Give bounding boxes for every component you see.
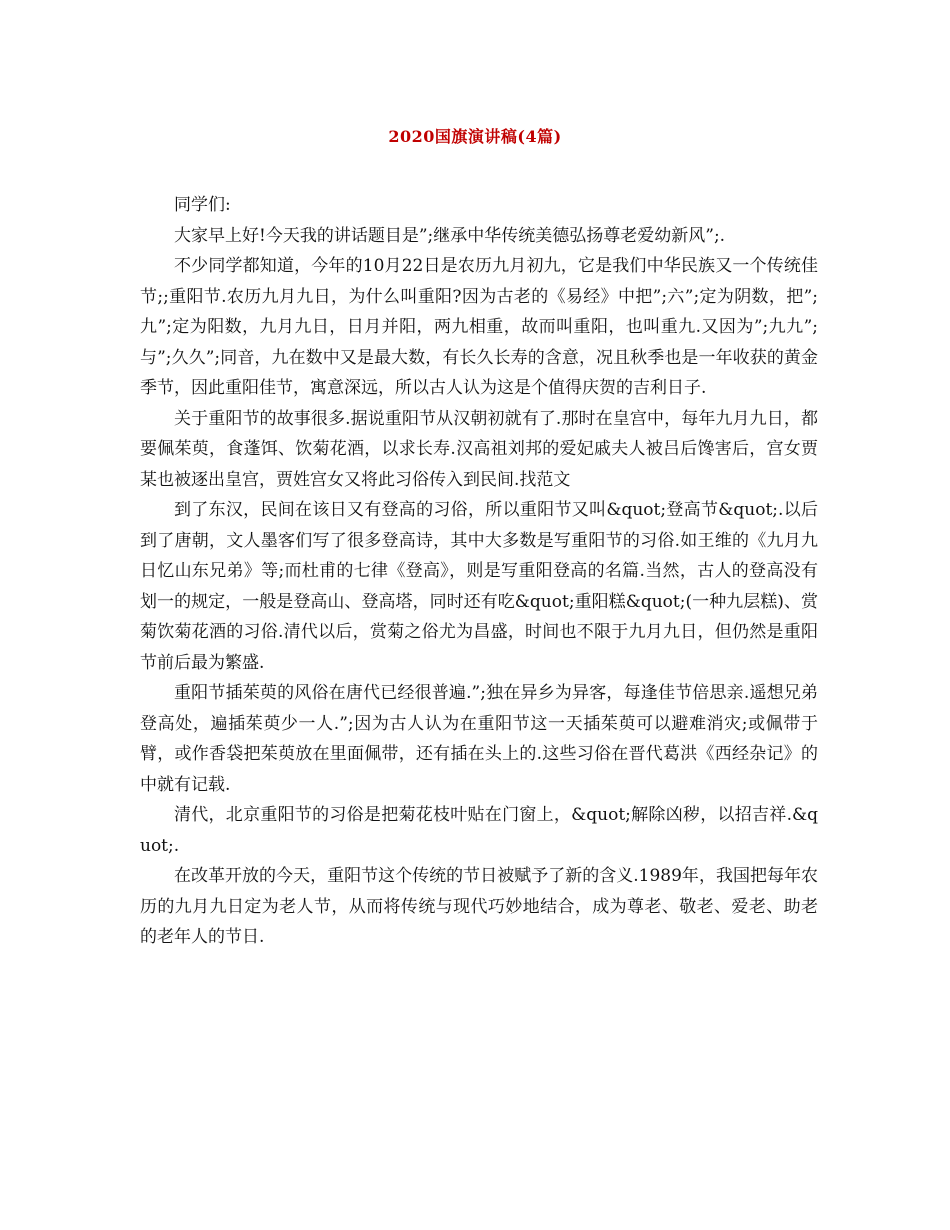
paragraph-dogwood-custom: 重阳节插茱萸的风俗在唐代已经很普遍.”;独在异乡为异客，每逢佳节倍思亲.遥想兄弟登高处，遍插茱萸少一人.”;因为古人认为在重阳节这一天插茱萸可以避难消灾;或佩带于臂，或作香袋把茱萸放在里面佩带，还有插在头上的.这些习俗在晋代葛洪《西经杂记》的中就有记载. [140, 683, 818, 795]
paragraph-greeting: 同学们: [174, 195, 231, 215]
paragraph-han-dynasty-story: 关于重阳节的故事很多.据说重阳节从汉朝初就有了.那时在皇宫中，每年九月九日，都要佩茱萸，食蓬饵、饮菊花酒，以求长寿.汉高祖刘邦的爱妃戚夫人被吕后馋害后，宫女贾某也被逐出皇宫，贾姓宫女又将此习俗传入到民间.找范文 [140, 408, 818, 490]
paragraph-topic: 大家早上好!今天我的讲话题目是”;继承中华传统美德弘扬尊老爱幼新风”;. [174, 225, 726, 246]
paragraph-qing-beijing-custom: 清代，北京重阳节的习俗是把菊花枝叶贴在门窗上，&quot;解除凶秽，以招吉祥.&quot;. [140, 805, 818, 856]
paragraph-climbing-custom: 到了东汉，民间在该日又有登高的习俗，所以重阳节又叫&quot;登高节&quot;.以后到了唐朝，文人墨客们写了很多登高诗，其中大多数是写重阳节的习俗.如王维的《九月九日忆山东兄弟》等;而杜甫的七律《登高》，则是写重阳登高的名篇.当然，古人的登高没有划一的规定，一般是登高山、登高塔，同时还有吃&quot;重阳糕&quot;(一种九层糕)、赏菊饮菊花酒的习俗.清代以后，赏菊之俗尤为昌盛，时间也不限于九月九日，但仍然是重阳节前后最为繁盛. [140, 500, 818, 673]
document-body [140, 190, 818, 953]
paragraph-modern-meaning: 在改革开放的今天，重阳节这个传统的节日被赋予了新的含义.1989年，我国把每年农历的九月九日定为老人节，从而将传统与现代巧妙地结合，成为尊老、敬老、爱老、助老的老年人的节日. [140, 866, 818, 947]
paragraph-double-ninth-origin: 不少同学都知道，今年的10月22日是农历九月初九，它是我们中华民族又一个传统佳节;;重阳节.农历九月九日，为什么叫重阳?因为古老的《易经》中把”;六”;定为阴数，把”;九”;定为阳数，九月九日，日月并阳，两九相重，故而叫重阳，也叫重九.又因为”;九九”;与”;久久”;同音，九在数中又是最大数，有长久长寿的含意，况且秋季也是一年收获的黄金季节，因此重阳佳节，寓意深远，所以古人认为这是个值得庆贺的吉利日子. [140, 256, 818, 398]
document-title: 2020国旗演讲稿(4篇) [388, 127, 562, 146]
